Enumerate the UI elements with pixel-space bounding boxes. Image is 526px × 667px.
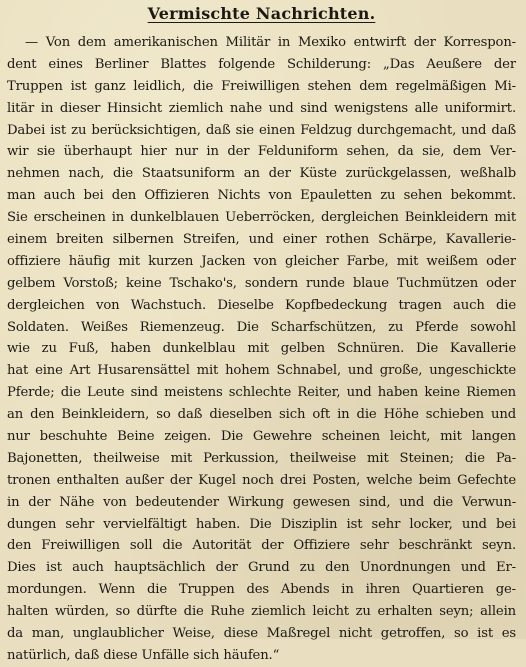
article-line: da man, unglaublicher Weise, diese Maßregel nicht getroffen, so ist es: [7, 626, 516, 642]
article-line: an den Beinkleidern, so daß dieselben sich oft in die Höhe schieben und: [7, 407, 516, 423]
article-line: halten würden, so dürfte die Ruhe ziemlich leicht zu erhalten seyn; allein: [7, 604, 516, 620]
article-line: dent eines Berliner Blattes folgende Schilderung: „Das Aeußere der: [7, 56, 516, 72]
article-line: hat eine Art Husarensättel mit hohem Schnabel, und große, ungeschickte: [7, 363, 516, 379]
article-line: Soldaten. Weißes Riemenzeug. Die Scharfschützen, zu Pferde sowohl: [7, 319, 516, 335]
article-line: Bajonetten, theilweise mit Perkussion, theilweise mit Steinen; die Pa-: [7, 450, 516, 466]
article-line: einem breiten silbernen Streifen, und einer rothen Schärpe, Kavallerie-: [7, 232, 516, 248]
news-article: [7, 32, 516, 667]
article-line: wie zu Fuß, haben dunkelblau mit gelben Schnüren. Die Kavallerie: [7, 341, 516, 357]
article-line: Pferde; die Leute sind meistens schlechte Reiter, und haben keine Riemen: [7, 385, 516, 401]
article-line: litär in dieser Hinsicht ziemlich nahe und sind wenigstens alle uniformirt.: [7, 100, 516, 116]
article-line: Dies ist auch hauptsächlich der Grund zu den Unordnungen und Er-: [7, 560, 516, 576]
article-line: in der Nähe von bedeutender Wirkung gewesen sind, und die Verwun-: [7, 494, 516, 510]
article-line: nur beschuhte Beine zeigen. Die Gewehre scheinen leicht, mit langen: [7, 429, 516, 445]
article-line: mordungen. Wenn die Truppen des Abends in ihren Quartieren ge-: [7, 582, 516, 598]
section-title: Vermischte Nachrichten.: [147, 4, 376, 23]
article-line: dergleichen von Wachstuch. Dieselbe Kopfbedeckung tragen auch die: [7, 297, 516, 313]
article-line: wir sie überhaupt hier nur in der Felduniform sehen, da sie, dem Ver-: [7, 144, 516, 160]
article-line: — Von dem amerikanischen Militär in Mexiko entwirft der Korrespon-: [25, 35, 516, 50]
article-line: nehmen nach, die Staatsuniform an der Küste zurückgelassen, weßhalb: [7, 166, 516, 182]
article-line: dungen sehr vervielfältigt haben. Die Disziplin ist sehr locker, und bei: [7, 516, 516, 532]
article-line: offiziere häufig mit kurzen Jacken von gleicher Farbe, mit weißem oder: [7, 253, 516, 269]
article-line: Sie erscheinen in dunkelblauen Ueberröcken, dergleichen Beinkleidern mit: [7, 210, 516, 226]
article-line: tronen enthalten außer der Kugel noch drei Posten, welche beim Gefechte: [7, 472, 516, 488]
article-line: gelbem Vorstoß; keine Tschako's, sondern runde blaue Tuchmützen oder: [7, 275, 516, 291]
article-line: man auch bei den Offizieren Nichts von Epauletten zu sehen bekommt.: [7, 188, 516, 204]
article-line: Dabei ist zu berücksichtigen, daß sie einen Feldzug durchgemacht, und daß: [7, 122, 516, 138]
article-line: Truppen ist ganz leidlich, die Freiwilligen stehen dem regelmäßigen Mi-: [7, 78, 516, 94]
article-line: den Freiwilligen soll die Autorität der Offiziere sehr beschränkt seyn.: [7, 538, 516, 554]
article-line: natürlich, daß diese Unfälle sich häufen.“: [7, 647, 280, 663]
